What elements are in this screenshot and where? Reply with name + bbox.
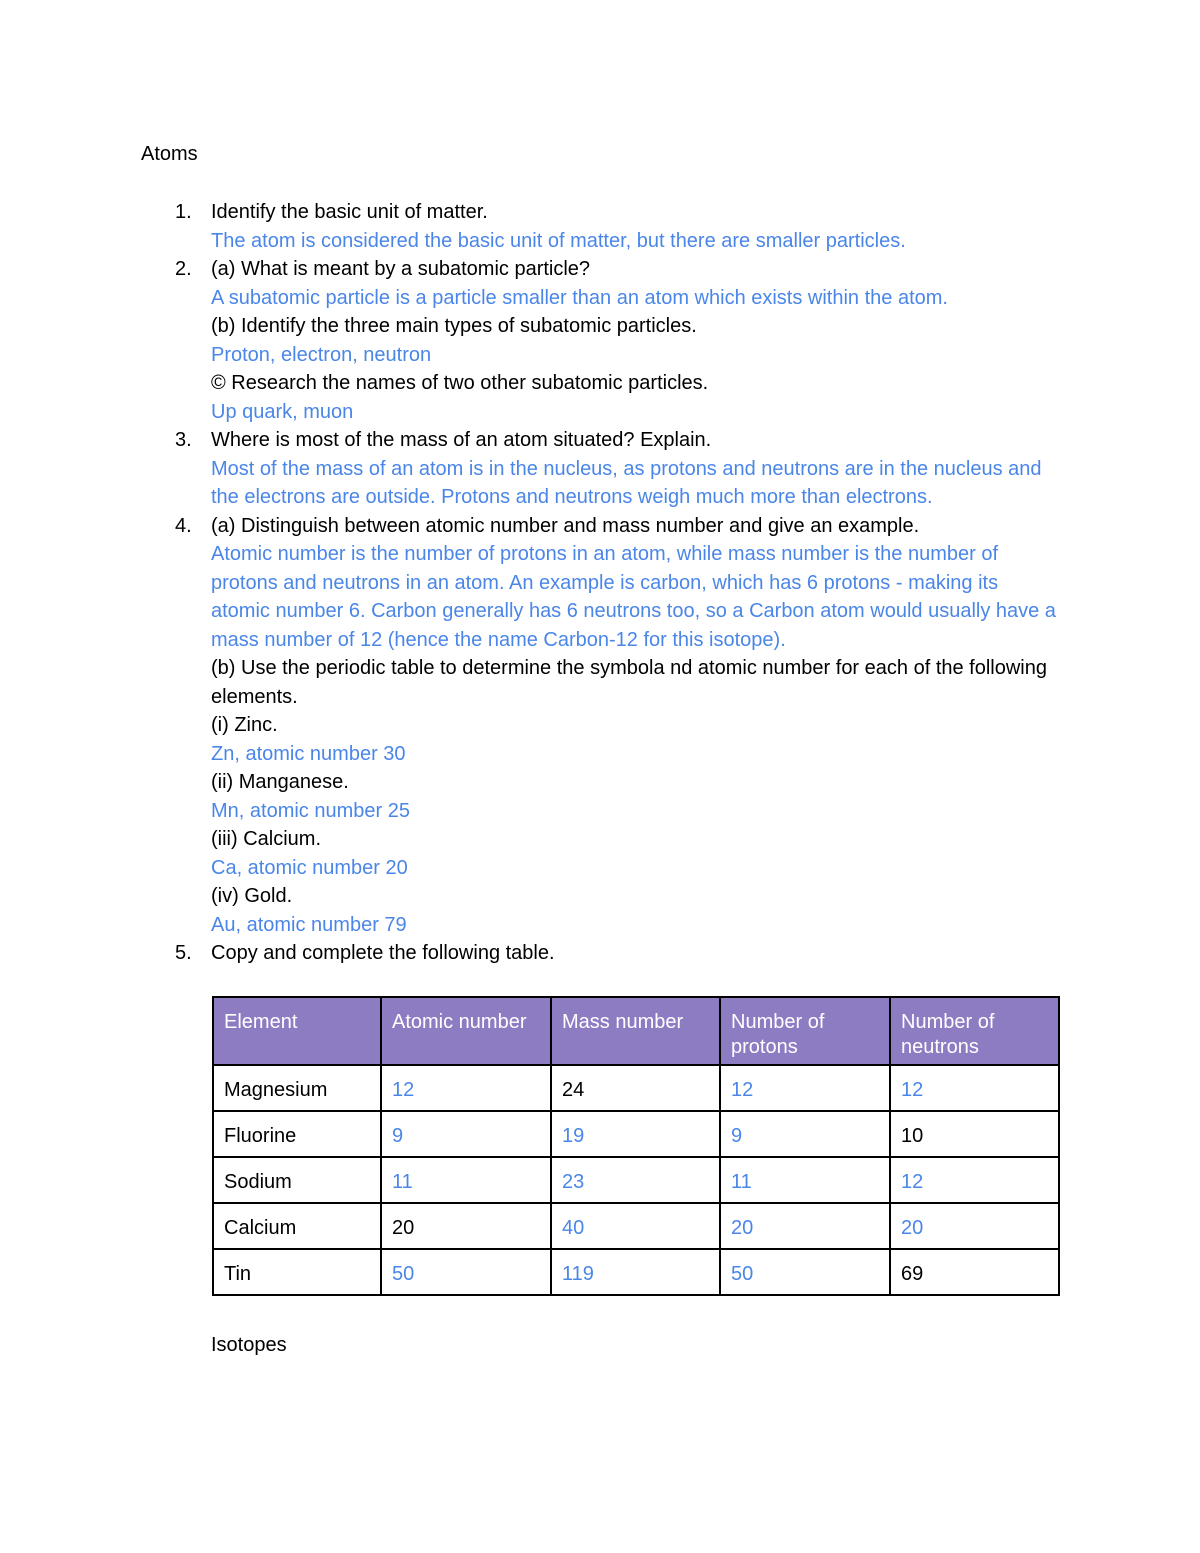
answer-text: Ca, atomic number 20 [211,856,408,879]
question-item [175,255,1071,426]
table-body [213,1065,1059,1295]
cell-element: Magnesium [213,1065,381,1111]
question-item [175,426,1071,512]
cell-mass-number: 19 [551,1111,720,1157]
cell-atomic-number: 11 [381,1157,551,1203]
cell-protons: 20 [720,1203,890,1249]
element-table [212,996,1060,1296]
cell-mass-number: 40 [551,1203,720,1249]
question-text: © Research the names of two other subatomic particles. [211,372,709,394]
cell-mass-number: 24 [551,1065,720,1111]
header-atomic-number: Atomic number [381,997,551,1065]
table-row [213,1157,1059,1203]
cell-protons: 50 [720,1249,890,1295]
question-number: 2. [175,258,192,280]
answer-text: Up quark, muon [211,400,354,423]
question-number: 1. [175,201,192,223]
cell-neutrons: 10 [890,1111,1059,1157]
question-number: 3. [175,429,192,451]
question-text: (ii) Manganese. [211,771,349,793]
cell-mass-number: 119 [551,1249,720,1295]
question-number: 5. [175,942,192,964]
answer-text: Atomic number is the number of protons in an atom, while mass number is the number of protons and neutrons in an atom. An example is carbon, which has 6 protons - making its atomic number 6. Carbon generally has 6 neutrons too, so a Carbon atom would usually have a mass number of 12 (hence the name Carbon-12 for this isotope). [211,543,1056,651]
cell-neutrons: 20 [890,1203,1059,1249]
question-text: (iii) Calcium. [211,828,321,850]
question-item [175,198,1071,255]
answer-text: Au, atomic number 79 [211,913,407,936]
page-title: Atoms [141,143,198,165]
answer-text: Mn, atomic number 25 [211,799,410,822]
question-text: Copy and complete the following table. [211,942,555,964]
question-number: 4. [175,514,192,537]
table-header-row [213,997,1059,1065]
question-text: (b) Use the periodic table to determine the symbola nd atomic number for each of the following elements. [211,657,1047,708]
cell-element: Calcium [213,1203,381,1249]
question-text: Identify the basic unit of matter. [211,201,488,223]
cell-protons: 9 [720,1111,890,1157]
header-number-of-protons: Number of protons [720,997,890,1065]
answer-text: The atom is considered the basic unit of matter, but there are smaller particles. [211,229,906,252]
cell-atomic-number: 12 [381,1065,551,1111]
question-text: (b) Identify the three main types of subatomic particles. [211,315,697,337]
header-number-of-neutrons: Number of neutrons [890,997,1059,1065]
cell-atomic-number: 9 [381,1111,551,1157]
table-row [213,1065,1059,1111]
cell-protons: 12 [720,1065,890,1111]
cell-neutrons: 69 [890,1249,1059,1295]
question-item [175,939,1071,968]
cell-neutrons: 12 [890,1065,1059,1111]
cell-element: Sodium [213,1157,381,1203]
question-text: (a) Distinguish between atomic number and mass number and give an example. [211,514,920,537]
answer-text: Proton, electron, neutron [211,343,432,366]
table-row [213,1111,1059,1157]
cell-mass-number: 23 [551,1157,720,1203]
cell-atomic-number: 20 [381,1203,551,1249]
cell-neutrons: 12 [890,1157,1059,1203]
question-item [175,512,1071,940]
table-row [213,1203,1059,1249]
answer-text: Most of the mass of an atom is in the nucleus, as protons and neutrons are in the nucleus and the electrons are outside. Protons and neutrons weigh much more than electrons. [211,457,1042,508]
cell-protons: 11 [720,1157,890,1203]
cell-element: Tin [213,1249,381,1295]
answer-text: A subatomic particle is a particle smaller than an atom which exists within the atom. [211,286,948,309]
question-text: (i) Zinc. [211,714,278,736]
cell-atomic-number: 50 [381,1249,551,1295]
table-row [213,1249,1059,1295]
cell-element: Fluorine [213,1111,381,1157]
question-text: (iv) Gold. [211,885,293,907]
question-text: Where is most of the mass of an atom situated? Explain. [211,429,712,451]
header-element: Element [213,997,381,1065]
question-text: (a) What is meant by a subatomic particle? [211,258,591,280]
answer-text: Zn, atomic number 30 [211,742,406,765]
header-mass-number: Mass number [551,997,720,1065]
question-list [175,198,1071,968]
section-heading-isotopes: Isotopes [211,1334,287,1356]
